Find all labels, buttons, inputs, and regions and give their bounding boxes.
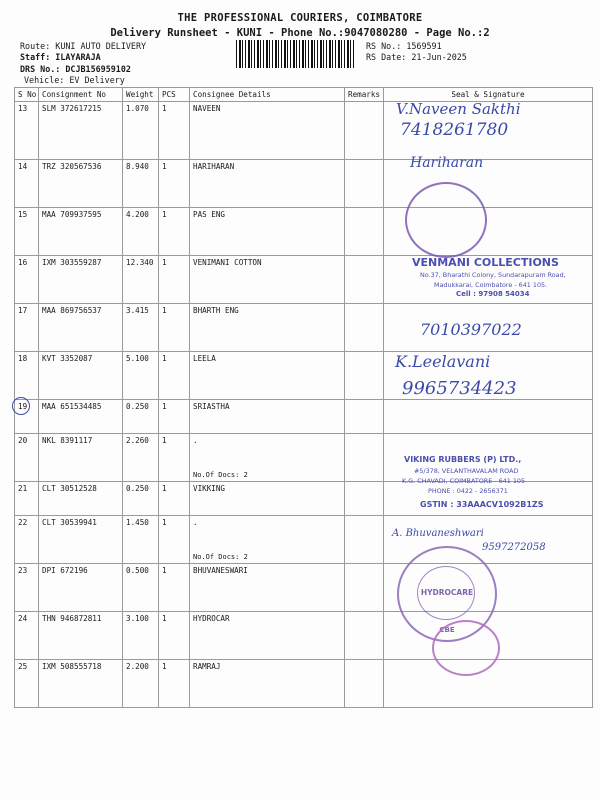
row-sno-text: 24 (18, 614, 28, 623)
row-consignment-text: IXM 303559287 (42, 258, 102, 267)
table-row (15, 160, 593, 208)
row-remarks (345, 352, 384, 400)
circled-row-mark (12, 397, 30, 415)
row-pcs (159, 304, 190, 352)
barcode (236, 40, 354, 68)
row-weight (123, 612, 159, 660)
row-weight (123, 208, 159, 256)
viking-stamp-phone: PHONE : 0422 - 2656371 (428, 487, 508, 495)
row-sno (15, 434, 39, 482)
phone-bhuvaneswari: 9597272058 (482, 542, 546, 553)
venmani-stamp-address1: No.37, Bharathi Colony, Sundarapuram Road, (420, 271, 566, 279)
row-consignment-text: MAA 869756537 (42, 306, 102, 315)
row-consignment (39, 160, 123, 208)
row-pcs-text: 1 (162, 484, 167, 493)
row-sno-text: 17 (18, 306, 28, 315)
row-weight-text: 0.250 (126, 402, 149, 411)
row-consignee (190, 102, 345, 160)
row-consignment (39, 208, 123, 256)
row-sno-text: 25 (18, 662, 28, 671)
row-pcs (159, 516, 190, 564)
row-sno-text: 23 (18, 566, 28, 575)
signature-hariharan: Hariharan (410, 155, 484, 171)
row-sno-text: 22 (18, 518, 28, 527)
row-weight (123, 660, 159, 708)
staff-label: Staff: ILAYARAJA (20, 52, 101, 62)
col-header-weight: Weight (123, 88, 159, 102)
row-sno (15, 208, 39, 256)
row-pcs-text: 1 (162, 354, 167, 363)
col-header-pcs: PCS (159, 88, 190, 102)
row-sno (15, 256, 39, 304)
row-weight-text: 1.070 (126, 104, 149, 113)
row-sno (15, 516, 39, 564)
row-consignee (190, 434, 345, 482)
secondary-round-seal (432, 620, 500, 676)
row-signature (384, 400, 593, 434)
row-weight-text: 2.260 (126, 436, 149, 445)
phone-leela: 9965734423 (402, 378, 517, 399)
row-weight-text: 4.200 (126, 210, 149, 219)
row-weight (123, 160, 159, 208)
row-consignee (190, 208, 345, 256)
row-weight (123, 516, 159, 564)
row-consignee (190, 256, 345, 304)
row-sno-text: 18 (18, 354, 28, 363)
row-remarks (345, 612, 384, 660)
pas-eng-seal (405, 182, 487, 258)
row-consignee (190, 660, 345, 708)
table-row (15, 400, 593, 434)
row-sno (15, 564, 39, 612)
row-weight (123, 256, 159, 304)
row-sno-text: 21 (18, 484, 28, 493)
row-weight-text: 8.940 (126, 162, 149, 171)
row-pcs (159, 434, 190, 482)
table-row (15, 612, 593, 660)
row-remarks (345, 660, 384, 708)
row-pcs (159, 564, 190, 612)
row-pcs-text: 1 (162, 662, 167, 671)
row-pcs-text: 1 (162, 104, 167, 113)
col-header-remarks: Remarks (345, 88, 384, 102)
hydrocare-seal-city: CBE (439, 626, 455, 634)
row-pcs-text: 1 (162, 402, 167, 411)
row-consignment-text: TRZ 320567536 (42, 162, 102, 171)
signature-leela: K.Leelavani (395, 352, 491, 371)
venmani-stamp-address2: Madukkarai, Coimbatore - 641 105. (434, 281, 548, 289)
row-consignment (39, 564, 123, 612)
row-weight-text: 1.450 (126, 518, 149, 527)
table-row (15, 564, 593, 612)
row-sno (15, 102, 39, 160)
row-consignment (39, 256, 123, 304)
row-pcs-text: 1 (162, 566, 167, 575)
row-consignment (39, 482, 123, 516)
row-consignee (190, 352, 345, 400)
row-consignee-text: . (193, 436, 198, 445)
venmani-stamp-cell: Cell : 97908 54034 (456, 290, 530, 298)
row-pcs-text: 1 (162, 436, 167, 445)
row-consignment-text: CLT 30512528 (42, 484, 97, 493)
row-sno (15, 160, 39, 208)
row-remarks (345, 256, 384, 304)
row-remarks (345, 516, 384, 564)
row-remarks (345, 102, 384, 160)
row-consignee-text: VIKKING (193, 484, 226, 493)
row-remarks (345, 304, 384, 352)
venmani-stamp-name: VENMANI COLLECTIONS (412, 256, 559, 269)
row-consignment-text: THN 946872811 (42, 614, 102, 623)
row-remarks (345, 434, 384, 482)
phone-bharth: 7010397022 (420, 320, 522, 339)
row-sno (15, 660, 39, 708)
row-consignee-text: . (193, 518, 198, 527)
row-weight-text: 2.200 (126, 662, 149, 671)
row-consignee-text: VENIMANI COTTON (193, 258, 262, 267)
row-consignment-text: IXM 508555718 (42, 662, 102, 671)
row-pcs (159, 102, 190, 160)
row-consignee-text: PAS ENG (193, 210, 226, 219)
signature-naveen: V.Naveen Sakthi (396, 100, 521, 118)
row-sno-text: 13 (18, 104, 28, 113)
row-consignee (190, 304, 345, 352)
row-consignee-text: HARIHARAN (193, 162, 235, 171)
row-pcs (159, 160, 190, 208)
row-consignee (190, 564, 345, 612)
row-remarks (345, 564, 384, 612)
row-consignee-text: RAMRAJ (193, 662, 221, 671)
row-weight (123, 564, 159, 612)
table-row (15, 660, 593, 708)
row-remarks (345, 208, 384, 256)
rs-date: RS Date: 21-Jun-2025 (366, 52, 467, 62)
row-weight-text: 0.500 (126, 566, 149, 575)
col-header-signature: Seal & Signature (384, 88, 593, 102)
viking-stamp-address2: K.G. CHAVADI, COIMBATORE - 641 105 (402, 477, 526, 485)
row-weight (123, 102, 159, 160)
row-weight-text: 3.415 (126, 306, 149, 315)
rs-number: RS No.: 1569591 (366, 41, 442, 51)
row-weight (123, 482, 159, 516)
row-remarks (345, 160, 384, 208)
row-pcs (159, 400, 190, 434)
row-sno (15, 304, 39, 352)
row-consignment (39, 434, 123, 482)
col-header-sno: S No (15, 88, 39, 102)
row-consignee-text: NAVEEN (193, 104, 221, 113)
route-label: Route: KUNI AUTO DELIVERY (20, 41, 147, 51)
row-consignment (39, 352, 123, 400)
col-header-consignment: Consignment No (39, 88, 123, 102)
row-consignment (39, 612, 123, 660)
row-consignee (190, 516, 345, 564)
row-sno (15, 482, 39, 516)
row-sno-text: 16 (18, 258, 28, 267)
row-pcs (159, 352, 190, 400)
drs-number: DRS No.: DCJB156959102 (20, 64, 131, 74)
company-title: THE PROFESSIONAL COURIERS, COIMBATORE (177, 12, 423, 24)
row-consignment-text: DPI 672196 (42, 566, 88, 575)
row-pcs (159, 208, 190, 256)
viking-stamp-gstin: GSTIN : 33AAACV1092B1ZS (420, 500, 544, 509)
row-consignee-text: LEELA (193, 354, 216, 363)
row-consignment (39, 516, 123, 564)
row-consignment-text: MAA 709937595 (42, 210, 102, 219)
row-sno (15, 352, 39, 400)
docs-count: No.Of Docs: 2 (193, 471, 248, 479)
viking-stamp-name: VIKING RUBBERS (P) LTD., (404, 455, 522, 464)
docs-count: No.Of Docs: 2 (193, 553, 248, 561)
row-pcs-text: 1 (162, 258, 167, 267)
row-consignment (39, 660, 123, 708)
row-pcs-text: 1 (162, 614, 167, 623)
row-consignment-text: SLM 372617215 (42, 104, 102, 113)
row-weight (123, 434, 159, 482)
col-header-consignee: Consignee Details (190, 88, 345, 102)
row-consignee (190, 612, 345, 660)
row-pcs-text: 1 (162, 210, 167, 219)
table-row (15, 516, 593, 564)
row-consignee-text: HYDROCAR (193, 614, 230, 623)
phone-naveen: 7418261780 (400, 120, 509, 140)
row-consignee-text: BHARTH ENG (193, 306, 239, 315)
row-consignment (39, 102, 123, 160)
row-sno-text: 20 (18, 436, 28, 445)
row-weight (123, 352, 159, 400)
row-sno (15, 612, 39, 660)
row-pcs (159, 256, 190, 304)
row-consignment-text: KVT 3352087 (42, 354, 93, 363)
row-pcs-text: 1 (162, 306, 167, 315)
table-row (15, 208, 593, 256)
vehicle-label: Vehicle: EV Delivery (24, 75, 125, 85)
row-consignee (190, 160, 345, 208)
row-weight-text: 12.340 (126, 258, 154, 267)
signature-bhuvaneswari: A. Bhuvaneshwari (392, 528, 484, 539)
row-consignment (39, 400, 123, 434)
row-pcs (159, 660, 190, 708)
row-sno-text: 15 (18, 210, 28, 219)
row-sno-text: 19 (18, 402, 28, 411)
row-consignee (190, 400, 345, 434)
row-sno-text: 14 (18, 162, 28, 171)
row-weight (123, 400, 159, 434)
row-consignment-text: CLT 30539941 (42, 518, 97, 527)
row-pcs-text: 1 (162, 162, 167, 171)
row-consignment (39, 304, 123, 352)
row-weight-text: 0.250 (126, 484, 149, 493)
row-consignee (190, 482, 345, 516)
row-pcs (159, 612, 190, 660)
row-remarks (345, 400, 384, 434)
row-remarks (345, 482, 384, 516)
row-weight (123, 304, 159, 352)
row-weight-text: 5.100 (126, 354, 149, 363)
runsheet-title: Delivery Runsheet - KUNI - Phone No.:9047080280 - Page No.:2 (110, 27, 490, 39)
row-pcs (159, 482, 190, 516)
viking-stamp-address1: #5/378, VELANTHAVALAM ROAD (414, 467, 519, 475)
row-consignment-text: NKL 8391117 (42, 436, 93, 445)
row-consignee-text: SRIASTHA (193, 402, 230, 411)
row-consignment-text: MAA 651534485 (42, 402, 102, 411)
hydrocare-seal-center: HYDROCARE (420, 588, 474, 597)
row-pcs-text: 1 (162, 518, 167, 527)
row-weight-text: 3.100 (126, 614, 149, 623)
row-consignee-text: BHUVANESWARI (193, 566, 248, 575)
